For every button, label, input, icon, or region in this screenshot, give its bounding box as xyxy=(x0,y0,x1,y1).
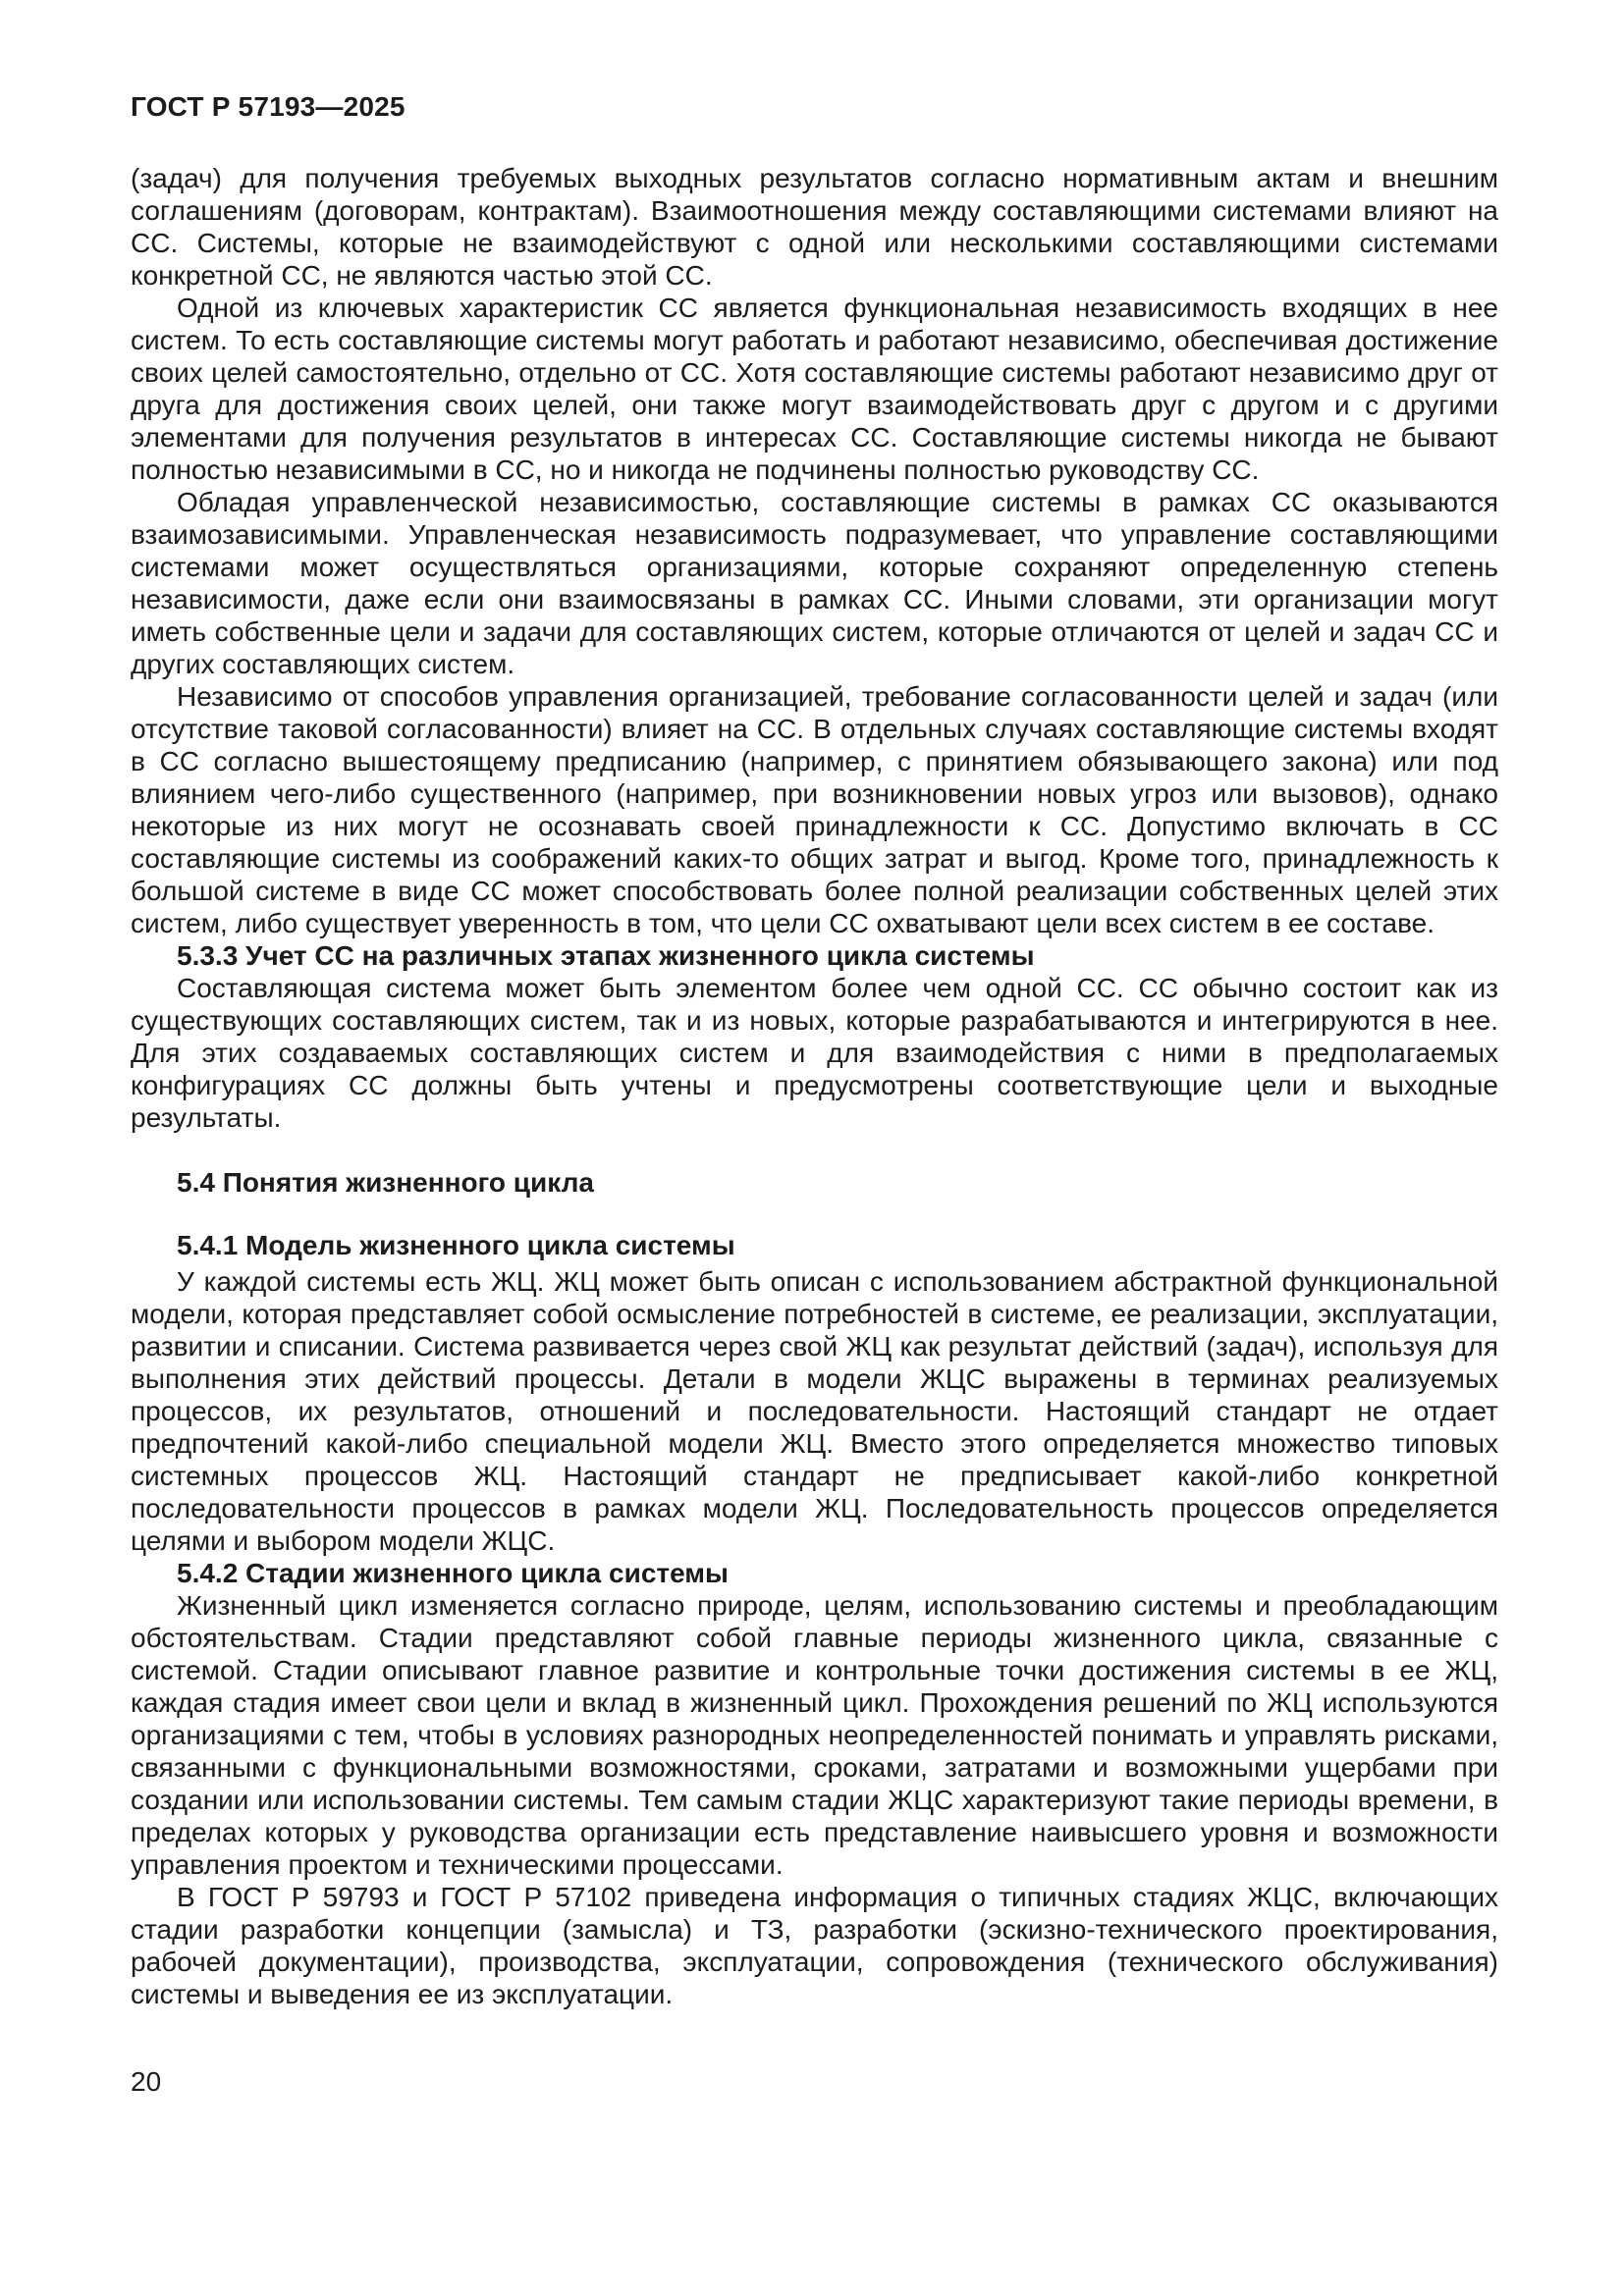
paragraph: Независимо от способов управления организацией, требование согласованности целей и задач (или отсутствие таковой согласованности) влияет на СС. В отдельных случаях составляющие системы входят в СС согласно вышестоящему предписанию (например, с принятием обязывающего закона) или под влиянием чего-либо существенного (например, при возникновении новых угроз или вызовов), однако некоторые из них могут не осознавать своей принадлежности к СС. Допустимо включать в СС составляющие системы из соображений каких-то общих затрат и выгод. Кроме того, принадлежность к большой системе в виде СС может способствовать более полной реализации собственных целей этих систем, либо существует уверенность в том, что цели СС охватывают цели всех систем в ее составе. xyxy=(131,681,1498,938)
paragraph: Жизненный цикл изменяется согласно природе, целям, использованию системы и преобладающим обстоятельствам. Стадии представляют собой главные периоды жизненного цикла, связанные с системой. Стадии описывают главное развитие и контрольные точки достижения системы в ее ЖЦ, каждая стадия имеет свои цели и вклад в жизненный цикл. Прохождения решений по ЖЦ используются организациями с тем, чтобы в условиях разнородных неопределенностей понимать и управлять рисками, связанными с функциональными возможностями, сроками, затратами и возможными ущербами при создании или использовании системы. Тем самым стадии ЖЦС характеризуют такие периоды времени, в пределах которых у руководства организации есть представление наивысшего уровня и возможности управления проектом и техническими процессами. xyxy=(131,1590,1498,1880)
paragraph: (задач) для получения требуемых выходных результатов согласно нормативным актам и внешним соглашениям (договорам, контрактам). Взаимоотношения между составляющими системами влияют на СС. Системы, которые не взаимодействуют с одной или несколькими составляющими системами конкретной СС, не являются частью этой СС. xyxy=(131,163,1498,291)
paragraph: Составляющая система может быть элементом более чем одной СС. СС обычно состоит как из существующих составляющих систем, так и из новых, которые разрабатываются и интегрируются в нее. Для этих создаваемых составляющих систем и для взаимодействия с ними в предполагаемых конфигурациях СС должны быть учтены и предусмотрены соответствующие цели и выходные результаты. xyxy=(131,973,1498,1133)
document-body xyxy=(131,162,1498,2010)
paragraph: Обладая управленческой независимостью, составляющие системы в рамках СС оказываются взаимозависимыми. Управленческая независимость подразумевает, что управление составляющими системами может осуществляться организациями, которые сохраняют определенную степень независимости, даже если они взаимосвязаны в рамках СС. Иными словами, эти организации могут иметь собственные цели и задачи для составляющих систем, которые отличаются от целей и задач СС и других составляющих систем. xyxy=(131,487,1498,679)
paragraph: У каждой системы есть ЖЦ. ЖЦ может быть описан с использованием абстрактной функциональной модели, которая представляет собой осмысление потребностей в системе, ее реализации, эксплуатации, развитии и списании. Система развивается через свой ЖЦ как результат действий (задач), используя для выполнения этих действий процессы. Детали в модели ЖЦС выражены в терминах реализуемых процессов, их результатов, отношений и последовательности. Настоящий стандарт не отдает предпочтений какой-либо специальной модели ЖЦ. Вместо этого определяется множество типовых системных процессов ЖЦ. Настоящий стандарт не предписывает какой-либо конкретной последовательности процессов в рамках модели ЖЦ. Последовательность процессов определяется целями и выбором модели ЖЦС. xyxy=(131,1266,1498,1556)
section-heading: 5.3.3 Учет СС на различных этапах жизненного цикла системы xyxy=(177,940,1035,971)
section-heading: 5.4.1 Модель жизненного цикла системы xyxy=(177,1230,735,1260)
section-heading: 5.4 Понятия жизненного цикла xyxy=(177,1167,594,1198)
document-code: ГОСТ Р 57193—2025 xyxy=(131,91,406,122)
paragraph: В ГОСТ Р 59793 и ГОСТ Р 57102 приведена информация о типичных стадиях ЖЦС, включающих стадии разработки концепции (замысла) и ТЗ, разработки (эскизно-технического проектирования, рабочей документации), производства, эксплуатации, сопровождения (технического обслуживания) системы и выведения ее из эксплуатации. xyxy=(131,1882,1498,2009)
section-heading: 5.4.2 Стадии жизненного цикла системы xyxy=(177,1558,729,1588)
paragraph: Одной из ключевых характеристик СС является функциональная независимость входящих в нее систем. То есть составляющие системы могут работать и работают независимо, обеспечивая достижение своих целей самостоятельно, отдельно от СС. Хотя составляющие системы работают независимо друг от друга для достижения своих целей, они также могут взаимодействовать друг с другом и с другими элементами для получения результатов в интересах СС. Составляющие системы никогда не бывают полностью независимыми в СС, но и никогда не подчинены полностью руководству СС. xyxy=(131,293,1498,485)
page-number: 20 xyxy=(131,2066,162,2097)
